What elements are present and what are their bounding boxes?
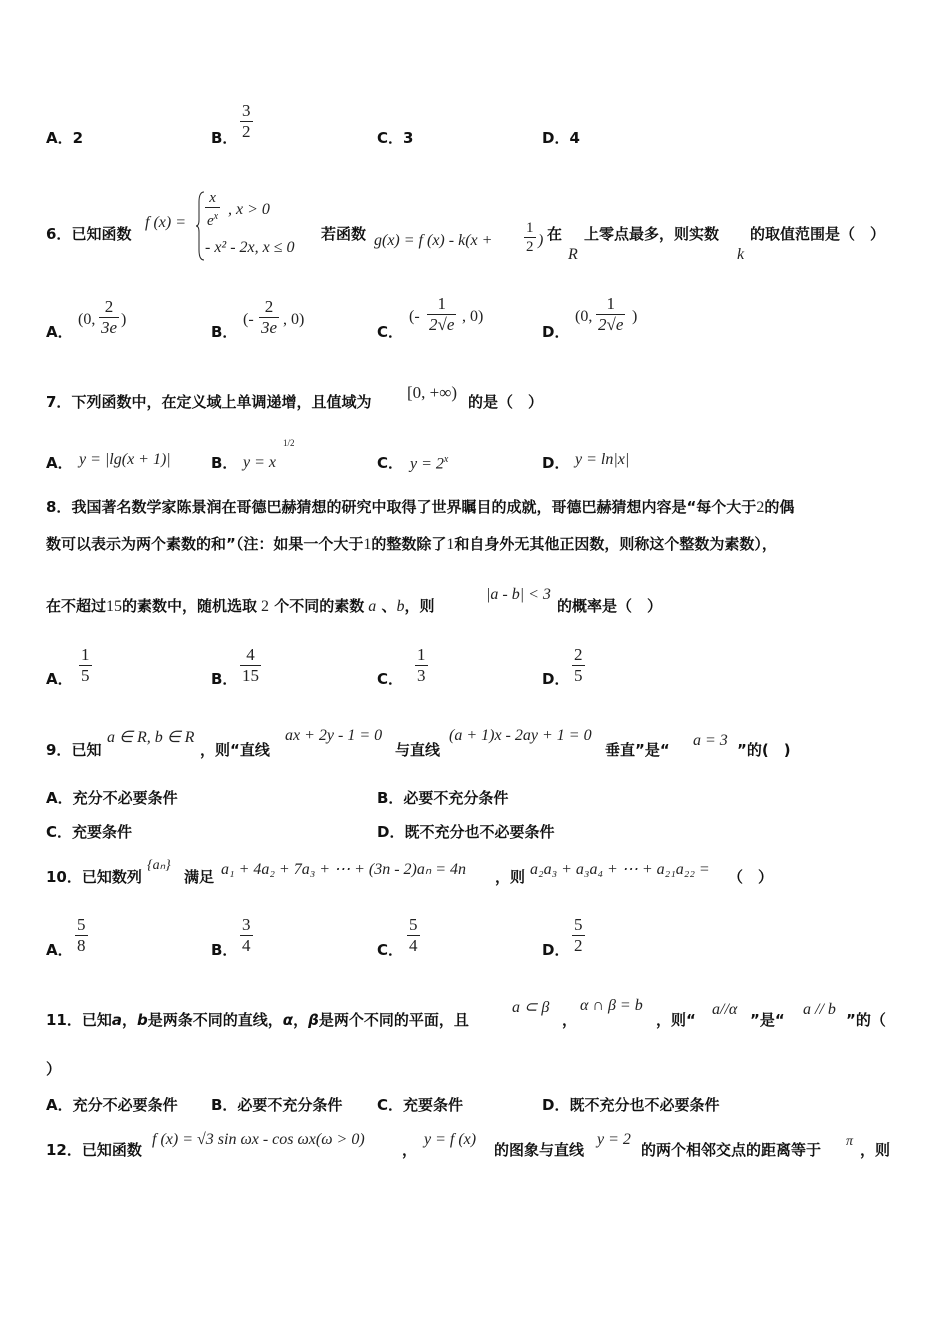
q10-text-2: 满足 xyxy=(184,868,215,886)
q11-option-b[interactable]: B．必要不充分条件 xyxy=(211,1096,343,1114)
q6-option-c[interactable]: C． xyxy=(377,323,404,341)
q10-option-a[interactable]: A． xyxy=(46,941,73,959)
q10-sum: a₂a₃ + a₃a₄ + ⋯ + a₂₁a₂₂ = xyxy=(530,861,710,878)
q7-option-a-expr: y = |lg(x + 1)| xyxy=(79,451,171,468)
q9-condition: a ∈ R, b ∈ R xyxy=(107,729,195,746)
q7-option-b-expr: y = x xyxy=(243,454,276,471)
q6-case1-cond: , x > 0 xyxy=(228,201,270,218)
q8-option-a-fraction: $\frac{1}{5}$ xyxy=(81,645,90,685)
q11-comma: ， xyxy=(562,1011,578,1029)
q7-option-b[interactable]: B． xyxy=(211,454,238,472)
q8-line-3-end: 的概率是（ ） xyxy=(557,597,663,615)
q10-text-4: （ ） xyxy=(728,868,774,886)
q11-close-paren: ） xyxy=(46,1060,62,1078)
q10-stem-start: 10．已知数列 xyxy=(46,868,142,886)
q8-option-b-fraction: $\frac{4}{15}$ xyxy=(242,645,259,685)
q6-text-4: 上零点最多，则实数 xyxy=(584,225,720,243)
q6-gx-end: ) xyxy=(538,232,544,249)
q10-option-b-fraction: $\frac{3}{4}$ xyxy=(242,915,251,955)
q6-option-a-fraction: $\frac{2}{3e}$ xyxy=(101,297,118,337)
q12-y-2: y = 2 xyxy=(597,1131,631,1148)
q9-option-d[interactable]: D．既不充分也不必要条件 xyxy=(377,823,555,841)
q12-text-4: ，则 xyxy=(860,1141,891,1159)
q6-option-c-pre: (- xyxy=(409,308,420,325)
q5-option-b-fraction: $\frac{3}{2}$ xyxy=(242,101,251,141)
q10-option-b[interactable]: B． xyxy=(211,941,238,959)
q6-option-b-fraction: $\frac{2}{3e}$ xyxy=(261,297,278,337)
q6-option-c-fraction: $\frac{1}{2√e}$ xyxy=(429,294,455,334)
q9-text-4: 垂直”是“ xyxy=(605,741,670,759)
q7-option-d-expr: y = ln|x| xyxy=(575,451,630,468)
q12-stem-start: 12．已知函数 xyxy=(46,1141,142,1159)
q6-text-3: 在 xyxy=(547,225,563,243)
q9-text-3: 与直线 xyxy=(395,741,441,759)
q9-line-2: (a + 1)x - 2ay + 1 = 0 xyxy=(449,727,592,744)
q11-subset: a ⊂ β xyxy=(512,999,550,1016)
q7-option-b-exponent: 1/2 xyxy=(283,438,295,448)
q6-option-a[interactable]: A． xyxy=(46,323,73,341)
q8-line-1: 8．我国著名数学家陈景润在哥德巴赫猜想的研究中取得了世界瞩目的成就，哥德巴赫猜想内容是“每个大于2的偶 xyxy=(46,498,795,516)
q6-option-b-post: , 0) xyxy=(283,311,305,328)
q12-pi: π xyxy=(846,1134,854,1149)
q6-case2: - x² - 2x, x ≤ 0 xyxy=(205,239,295,256)
q11-option-a[interactable]: A．充分不必要条件 xyxy=(46,1096,178,1114)
q8-option-a[interactable]: A． xyxy=(46,670,73,688)
q12-text-3: 的两个相邻交点的距离等于 xyxy=(641,1141,822,1159)
q10-option-d-fraction: $\frac{5}{2}$ xyxy=(574,915,583,955)
q9-line-1: ax + 2y - 1 = 0 xyxy=(285,727,383,744)
q8-condition: |a - b| < 3 xyxy=(486,586,551,603)
q6-text-2: 若函数 xyxy=(321,225,367,243)
q6-option-d-fraction: $\frac{1}{2√e}$ xyxy=(598,294,624,334)
q9-option-b[interactable]: B．必要不充分条件 xyxy=(377,789,509,807)
q10-text-3: ，则 xyxy=(495,868,526,886)
q7-option-d[interactable]: D． xyxy=(542,454,570,472)
q11-parallel-2: a // b xyxy=(803,1001,836,1018)
q6-option-d-post: ) xyxy=(632,308,638,325)
q11-parallel-1: a//α xyxy=(712,1001,738,1018)
q11-intersection: α ∩ β = b xyxy=(580,997,643,1014)
q6-option-a-pre: (0, xyxy=(78,311,96,328)
q6-option-d[interactable]: D． xyxy=(542,323,570,341)
q6-option-c-post: , 0) xyxy=(462,308,484,325)
q7-text-2: 的是（ ） xyxy=(468,393,544,411)
q6-gx-fraction: $\frac{1}{2}$ xyxy=(526,220,534,255)
q11-option-d[interactable]: D．既不充分也不必要条件 xyxy=(542,1096,720,1114)
q11-text-5: ”是“ xyxy=(750,1011,785,1029)
q6-fx: f (x) = xyxy=(145,214,186,231)
q6-option-b-pre: (- xyxy=(243,311,254,328)
q11-stem-start: 11．已知a，b是两条不同的直线，α，β是两个不同的平面，且 xyxy=(46,1011,469,1029)
q8-option-b[interactable]: B． xyxy=(211,670,238,688)
q6-text-5: 的取值范围是（ ） xyxy=(750,225,886,243)
q12-text-2: 的图象与直线 xyxy=(494,1141,585,1159)
q7-option-c-expr: $y = 2^x$ xyxy=(410,454,449,473)
q10-option-c-fraction: $\frac{5}{4}$ xyxy=(409,915,418,955)
q8-option-d[interactable]: D． xyxy=(542,670,570,688)
q11-text-4: ，则“ xyxy=(656,1011,696,1029)
q5-option-d[interactable]: D．4 xyxy=(542,129,580,147)
q10-equation: a₁ + 4a₂ + 7a₃ + ⋯ + (3n - 2)aₙ = 4n xyxy=(221,861,467,878)
q6-option-d-pre: (0, xyxy=(575,308,593,325)
q8-option-c-fraction: $\frac{1}{3}$ xyxy=(417,645,426,685)
q7-stem-start: 7．下列函数中，在定义域上单调递增，且值域为 xyxy=(46,393,372,411)
q8-option-c[interactable]: C． xyxy=(377,670,404,688)
q9-text-2: ，则“直线 xyxy=(200,741,270,759)
q7-option-c[interactable]: C． xyxy=(377,454,404,472)
q10-option-a-fraction: $\frac{5}{8}$ xyxy=(77,915,86,955)
q9-option-a[interactable]: A．充分不必要条件 xyxy=(46,789,178,807)
q6-gx: g(x) = f (x) - k(x + xyxy=(374,232,493,249)
q11-option-c[interactable]: C．充要条件 xyxy=(377,1096,464,1114)
q9-option-c[interactable]: C．充要条件 xyxy=(46,823,133,841)
q6-k: k xyxy=(737,246,745,263)
q5-option-c[interactable]: C．3 xyxy=(377,129,414,147)
q5-option-a[interactable]: A．2 xyxy=(46,129,84,147)
q8-option-d-fraction: $\frac{2}{5}$ xyxy=(574,645,583,685)
q12-comma: ， xyxy=(402,1141,418,1159)
q8-line-3: 在不超过15的素数中，随机选取 2 个不同的素数 a 、b，则 xyxy=(46,597,435,615)
q5-option-b[interactable]: B． xyxy=(211,129,238,147)
q6-stem-start: 6．已知函数 xyxy=(46,225,132,243)
q7-option-a[interactable]: A． xyxy=(46,454,73,472)
q6-option-a-post: ) xyxy=(121,311,127,328)
q10-sequence: {aₙ} xyxy=(147,858,171,873)
q10-option-d[interactable]: D． xyxy=(542,941,570,959)
q12-y-fx: y = f (x) xyxy=(424,1131,477,1148)
q9-text-5: ”的( ) xyxy=(737,741,791,759)
q7-range: [0, +∞) xyxy=(407,383,458,402)
q12-function: f (x) = √3 sin ωx - cos ωx(ω > 0) xyxy=(152,1131,365,1148)
q10-option-c[interactable]: C． xyxy=(377,941,404,959)
q9-stem-start: 9．已知 xyxy=(46,741,102,759)
q6-option-b[interactable]: B． xyxy=(211,323,238,341)
q11-text-6: ”的（ xyxy=(846,1011,886,1029)
q8-line-2: 数可以表示为两个素数的和”（注：如果一个大于1的整数除了1和自身外无其他正因数，则称这个整数为素数）， xyxy=(46,535,777,553)
q9-a-equals-3: a = 3 xyxy=(693,732,728,749)
q6-R: R xyxy=(568,246,578,263)
q6-case1-fraction: $\frac{x}{e^x}$ xyxy=(207,190,219,229)
